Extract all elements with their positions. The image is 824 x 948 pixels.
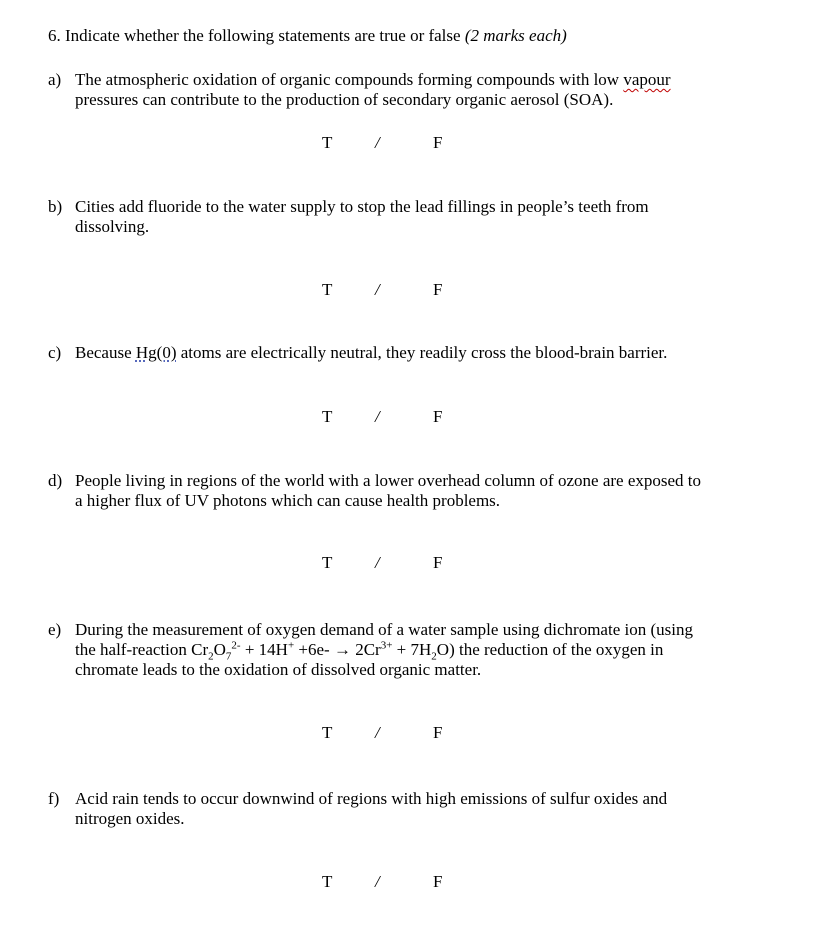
spellcheck-flagged-word: vapour bbox=[623, 70, 671, 89]
statement-text-line: The atmospheric oxidation of organic compounds forming compounds with low bbox=[75, 70, 624, 89]
separator-slash: / bbox=[375, 723, 380, 742]
statement-letter: e) bbox=[48, 620, 62, 639]
false-option[interactable]: F bbox=[433, 723, 443, 742]
question-text: Indicate whether the following statements are true or false bbox=[65, 26, 461, 45]
statement-text-line: pressures can contribute to the production of secondary organic aerosol (SOA). bbox=[75, 90, 614, 109]
grammar-flagged-word: Hg(0) bbox=[135, 343, 177, 362]
statement-text-line: Because bbox=[75, 343, 136, 362]
true-option[interactable]: T bbox=[322, 553, 333, 572]
statement-text-line: Cities add fluoride to the water supply to stop the lead fillings in people’s teeth from bbox=[75, 197, 649, 216]
statement-letter: b) bbox=[48, 197, 63, 216]
true-option[interactable]: T bbox=[322, 133, 333, 152]
statement-letter: f) bbox=[48, 789, 60, 808]
true-false-choice bbox=[322, 872, 452, 892]
true-false-choice bbox=[322, 723, 452, 743]
true-false-choice bbox=[322, 133, 452, 153]
false-option[interactable]: F bbox=[433, 133, 443, 152]
statement-text-line: dissolving. bbox=[75, 217, 150, 236]
true-false-choice bbox=[322, 280, 452, 300]
statement-text-line: a higher flux of UV photons which can cause health problems. bbox=[75, 491, 501, 510]
half-reaction-line: the half-reaction $Cr_2O_7^{2-} + 14H^+ +6e- \to 2Cr^{3+} + 7H_2O$) the reduction of the oxygen in bbox=[75, 639, 664, 663]
false-option[interactable]: F bbox=[433, 553, 443, 572]
question-marks: (2 marks each) bbox=[464, 26, 567, 45]
true-option[interactable]: T bbox=[322, 407, 333, 426]
question-title bbox=[48, 26, 567, 46]
separator-slash: / bbox=[375, 133, 380, 152]
false-option[interactable]: F bbox=[433, 280, 443, 299]
separator-slash: / bbox=[375, 280, 380, 299]
statement-text bbox=[75, 197, 765, 237]
false-option[interactable]: F bbox=[433, 407, 443, 426]
true-option[interactable]: T bbox=[322, 872, 333, 891]
statement-text bbox=[75, 70, 765, 110]
true-option[interactable]: T bbox=[322, 723, 333, 742]
statement-letter: a) bbox=[48, 70, 62, 89]
statement-text bbox=[75, 343, 765, 363]
statement-text-line: During the measurement of oxygen demand of a water sample using dichromate ion (using bbox=[75, 620, 693, 639]
separator-slash: / bbox=[375, 553, 380, 572]
statement-text-line: People living in regions of the world with a lower overhead column of ozone are exposed to bbox=[75, 471, 701, 490]
true-false-choice bbox=[322, 553, 452, 573]
statement-text bbox=[75, 789, 765, 829]
statement-letter: d) bbox=[48, 471, 63, 490]
statement-text-line: nitrogen oxides. bbox=[75, 809, 185, 828]
separator-slash: / bbox=[375, 872, 380, 891]
false-option[interactable]: F bbox=[433, 872, 443, 891]
true-option[interactable]: T bbox=[322, 280, 333, 299]
question-number: 6. bbox=[48, 26, 61, 45]
statement-text-line: Acid rain tends to occur downwind of regions with high emissions of sulfur oxides and bbox=[75, 789, 668, 808]
statement-text-line: atoms are electrically neutral, they readily cross the blood-brain barrier. bbox=[176, 343, 668, 362]
true-false-choice bbox=[322, 407, 452, 427]
separator-slash: / bbox=[375, 407, 380, 426]
statement-text-line: chromate leads to the oxidation of dissolved organic matter. bbox=[75, 660, 482, 679]
statement-text bbox=[75, 620, 765, 680]
statement-letter: c) bbox=[48, 343, 62, 362]
statement-text bbox=[75, 471, 765, 511]
